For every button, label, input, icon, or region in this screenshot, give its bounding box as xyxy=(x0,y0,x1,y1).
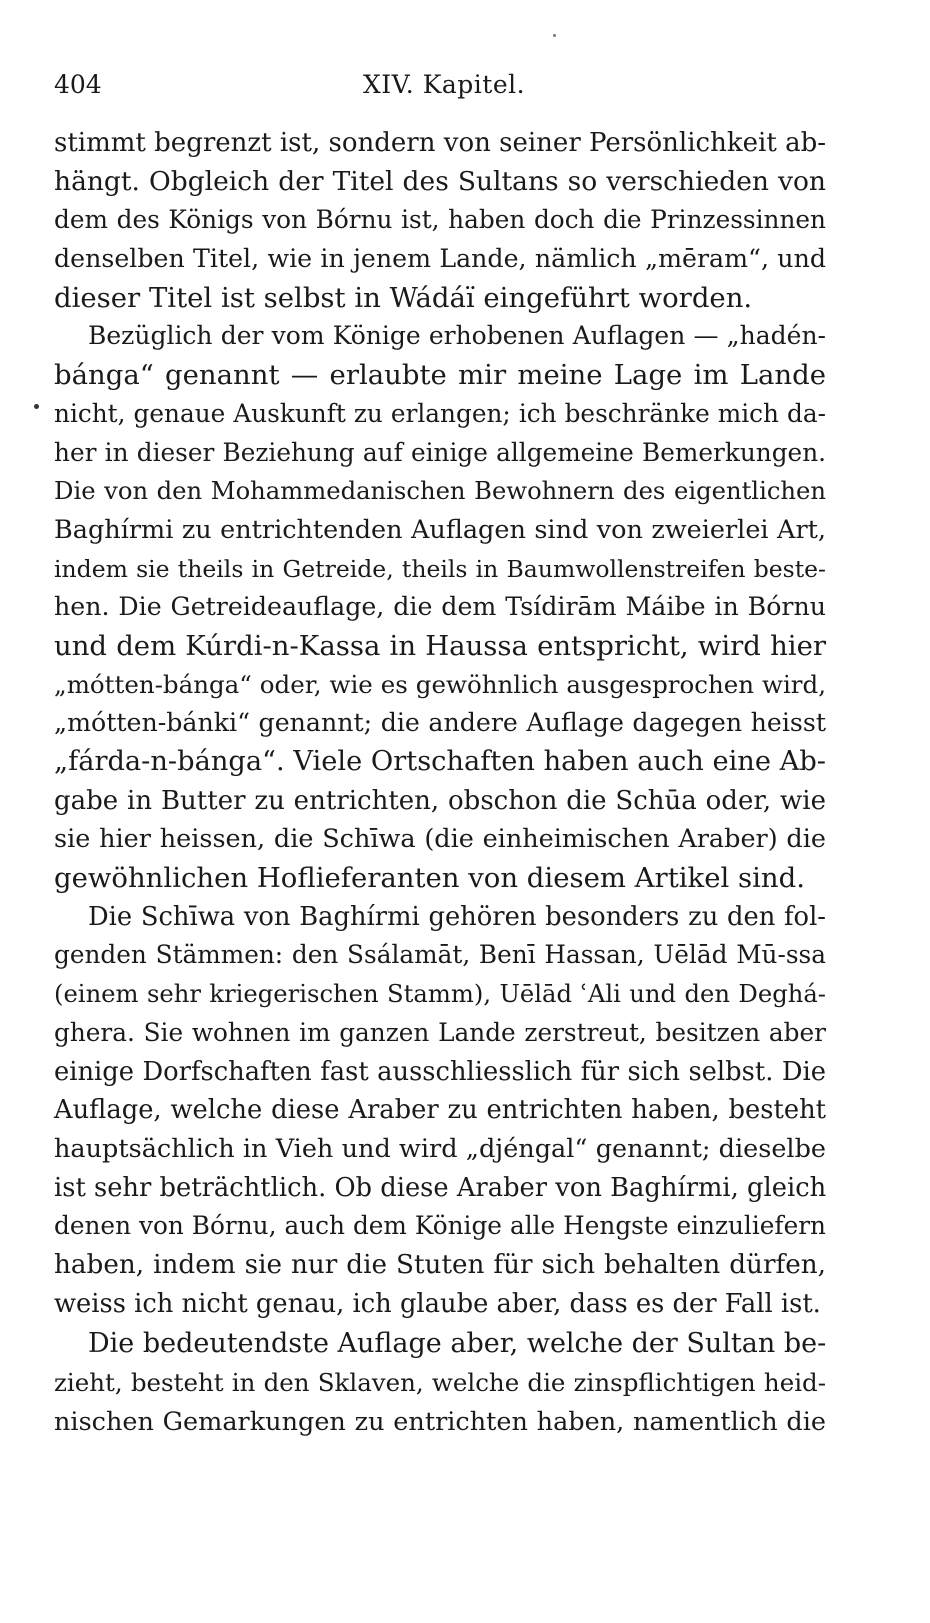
text-line: dieser Titel ist selbst in Wádáï eingeführt worden. xyxy=(54,281,753,314)
text-line: haben, indem sie nur die Stuten für sich behalten dürfen, xyxy=(54,1249,826,1280)
text-line: und dem Kúrdi-n-Kassa in Haussa entspricht, wird hier xyxy=(54,629,826,662)
text-line: hauptsächlich in Vieh und wird „djéngal“ genannt; dieselbe xyxy=(54,1133,826,1164)
text-line: ist sehr beträchtlich. Ob diese Araber von Baghírmi, gleich xyxy=(54,1172,827,1203)
text-line: Bezüglich der vom Könige erhobenen Auflagen — „hadén- xyxy=(88,321,826,351)
page-header xyxy=(54,70,834,106)
text-line: stimmt begrenzt ist, sondern von seiner Persönlichkeit ab- xyxy=(54,128,826,158)
text-line: Die von den Mohammedanischen Bewohnern des eigentlichen xyxy=(54,476,826,506)
text-line: genden Stämmen: den Ssálamāt, Benī Hassan, Uēlād Mū-ssa xyxy=(54,940,826,970)
text-line: denselben Titel, wie in jenem Lande, nämlich „mēram“, und xyxy=(54,244,826,274)
scan-speck xyxy=(553,34,556,37)
text-line: ghera. Sie wohnen im ganzen Lande zerstreut, besitzen aber xyxy=(54,1017,826,1047)
text-line: nicht, genaue Auskunft zu erlangen; ich beschränke mich da- xyxy=(54,398,826,428)
body-text xyxy=(54,124,826,1441)
text-line: sie hier heissen, die Schīwa (die einheimischen Araber) die xyxy=(54,824,826,855)
text-line: „mótten-bánki“ genannt; die andere Auflage dagegen heisst xyxy=(54,708,826,738)
text-line: nischen Gemarkungen zu entrichten haben, namentlich die xyxy=(54,1406,826,1437)
page-number: 404 xyxy=(54,70,102,99)
text-line: zieht, besteht in den Sklaven, welche die zinspflichtigen heid- xyxy=(54,1368,826,1397)
text-line: Baghírmi zu entrichtenden Auflagen sind von zweierlei Art, xyxy=(54,514,826,545)
text-line: hängt. Obgleich der Titel des Sultans so verschieden von xyxy=(54,165,826,197)
text-line: gewöhnlichen Hoflieferanten von diesem Artikel sind. xyxy=(54,862,805,895)
text-line: „mótten-bánga“ oder, wie es gewöhnlich ausgesprochen wird, xyxy=(54,669,826,699)
text-line: weiss ich nicht genau, ich glaube aber, dass es der Fall ist. xyxy=(54,1288,821,1319)
text-line: her in dieser Beziehung auf einige allgemeine Bemerkungen. xyxy=(54,437,826,467)
text-line: Die bedeutendste Auflage aber, welche der Sultan be- xyxy=(88,1328,827,1360)
text-line: Die Schīwa von Baghírmi gehören besonders zu den fol- xyxy=(88,901,826,932)
text-line: (einem sehr kriegerischen Stamm), Uēlād ʿAli und den Deghá- xyxy=(54,979,826,1009)
text-line: indem sie theils in Getreide, theils in Baumwollenstreifen beste- xyxy=(54,554,826,583)
text-line: „fárda-n-bánga“. Viele Ortschaften haben auch eine Ab- xyxy=(54,746,826,777)
margin-dot xyxy=(34,404,39,409)
text-line: bánga“ genannt — erlaubte mir meine Lage im Lande xyxy=(54,359,826,392)
text-line: hen. Die Getreideauflage, die dem Tsídirām Máibe in Bórnu xyxy=(54,592,826,622)
text-line: dem des Königs von Bórnu ist, haben doch die Prinzessinnen xyxy=(54,205,826,235)
text-line: Auflage, welche diese Araber zu entrichten haben, besteht xyxy=(54,1095,826,1126)
running-head: XIV. Kapitel. xyxy=(362,70,526,99)
text-line: gabe in Butter zu entrichten, obschon die Schūa oder, wie xyxy=(54,785,826,816)
text-line: einige Dorfschaften fast ausschliesslich für sich selbst. Die xyxy=(54,1056,826,1087)
text-line: denen von Bórnu, auch dem Könige alle Hengste einzuliefern xyxy=(54,1211,826,1241)
